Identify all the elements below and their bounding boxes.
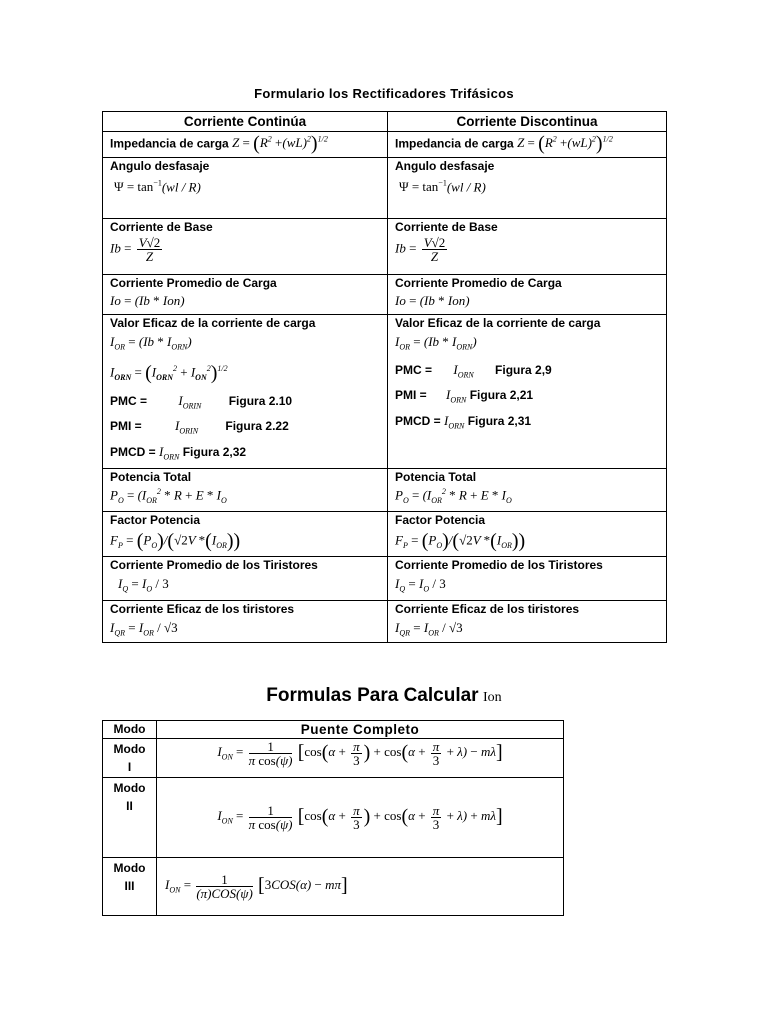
header-puente: Puente Completo [157,721,564,739]
factor-cell-discontinua [388,512,667,557]
base-cell-continua [103,219,388,275]
ion-formula-modo-2: $I_{ON}$ = $\frac{1}{\text{π cos(ψ)}}$ [cos(α + $\frac{\pi}{3}$ ) + cos(α + $\frac{\pi}{3}$ + λ) + mλ] [157,778,564,858]
iorn-formula: $I_{ORN} = (I_{ORN}^2 + I_{ON}^2)^{1/2}$ [110,361,228,384]
pmi-line-continua: PMI = $I_{ORIN}$ Figura 2.22 [110,418,289,436]
figura-pmc-discontinua: Figura 2,9 [495,362,552,377]
angulo-label: Angulo desfasaje [110,159,210,173]
tir-eficaz-label: Corriente Eficaz de los tiristores [110,602,295,616]
pmcd-label: PMCD = [395,413,441,428]
modo-num: I [127,760,132,774]
factor-label: Factor Potencia [395,513,486,527]
modo-word: Modo [113,742,146,756]
figura-pmi-discontinua: Figura 2,21 [469,388,534,403]
pmc-label: PMC = [395,362,433,377]
modo-num: III [124,879,135,893]
eficaz-cell-discontinua [388,315,667,469]
impedancia-formula: $Z = (R^2 +(wL)^2)^{1/2}$ [232,133,328,155]
tir-prom-label: Corriente Promedio de los Tiristores [395,558,603,572]
potencia-label: Potencia Total [395,470,477,484]
promedio-label: Corriente Promedio de Carga [395,276,562,290]
base-formula: Ib = $\frac{V√2}{Z}$ [395,235,446,264]
eficaz-cell-continua [103,315,388,469]
figura-pmcd-discontinua: Figura 2,31 [467,413,532,428]
promedio-label: Corriente Promedio de Carga [110,276,277,290]
potencia-cell-discontinua [388,469,667,512]
eficaz-label: Valor Eficaz de la corriente de carga [110,316,316,330]
tir-eficaz-formula: $I_{QR} = I_{OR} / √3$ [110,620,178,638]
promedio-cell-continua [103,275,388,315]
figura-pmcd-continua: Figura 2,32 [182,444,247,459]
rectificadores-table [102,111,667,643]
angulo-cell-discontinua [388,158,667,219]
pmc-line-continua: PMC = $I_{ORIN}$ Figura 2.10 [110,392,293,411]
impedancia-cell-continua [103,132,388,158]
figura-pmc-continua: Figura 2.10 [228,393,293,408]
modo-word: Modo [113,781,146,795]
pmcd-line-discontinua: PMCD = $I_{ORN}$ Figura 2,31 [395,412,532,431]
ion-table [102,720,564,916]
angulo-label: Angulo desfasaje [395,159,495,173]
base-label: Corriente de Base [395,220,498,234]
impedancia-label: Impedancia de carga [110,136,229,151]
header-continua: Corriente Continúa [103,112,388,132]
promedio-formula: Io = (Ib * Ion) [110,293,185,308]
ion-formula-modo-3: $I_{ON}$ = $\frac{1}{\text{(π)COS(ψ)}}$ [3COS(α) − mπ] [157,858,564,916]
base-label: Corriente de Base [110,220,213,234]
impedancia-cell-discontinua [388,132,667,158]
promedio-formula: Io = (Ib * Ion) [395,293,470,308]
ion-section-title [0,685,768,707]
impedancia-formula: $Z = (R^2 +(wL)^2)^{1/2}$ [517,133,613,155]
pmi-line-discontinua: PMI = $I_{ORN}$ Figura 2,21 [395,387,534,405]
tir-prom-formula: $I_Q = I_O / 3$ [118,576,169,594]
angulo-formula: $\Psi = \tan^{-1}(wl / R)$ [399,179,486,195]
base-formula: Ib = $\frac{V√2}{Z}$ [110,235,161,264]
modo-cell-3 [103,858,157,916]
pmc-line-discontinua: PMC = $I_{ORN}$ Figura 2,9 [395,361,552,380]
tir-prom-cell-continua [103,557,388,601]
tir-eficaz-label: Corriente Eficaz de los tiristores [395,602,580,616]
factor-formula: $F_P = (P_O)/(√2V$ $*(I_{OR})$) [110,530,241,552]
potencia-formula: $P_O = (I_{OR}^2 * R + E * I_O$ [110,487,227,505]
tir-prom-label: Corriente Promedio de los Tiristores [110,558,318,572]
impedancia-label: Impedancia de carga [395,136,514,151]
modo-cell-1 [103,739,157,778]
tir-eficaz-formula: $I_{QR} = I_{OR} / √3$ [395,620,463,638]
figura-pmi-continua: Figura 2.22 [225,419,289,434]
angulo-cell-continua [103,158,388,219]
ion-title: Formulas Para Calcular [266,685,479,706]
pmi-label: PMI = [110,419,142,434]
modo-num: II [126,799,133,813]
factor-cell-continua [103,512,388,557]
header-discontinua: Corriente Discontinua [388,112,667,132]
ion-formula-modo-1: $I_{ON}$ = $\frac{1}{\text{π cos(ψ)}}$ [cos(α + $\frac{\pi}{3}$ ) + cos(α + $\frac{\pi}{3}$ + λ) − mλ] [157,739,564,778]
promedio-cell-discontinua [388,275,667,315]
eficaz-label: Valor Eficaz de la corriente de carga [395,316,601,330]
base-cell-discontinua [388,219,667,275]
tir-eficaz-cell-discontinua [388,601,667,643]
ion-title-suffix: Ion [483,690,502,705]
factor-label: Factor Potencia [110,513,201,527]
potencia-formula: $P_O = (I_{OR}^2 * R + E * I_O$ [395,487,512,505]
modo-cell-2 [103,778,157,858]
tir-eficaz-cell-continua [103,601,388,643]
pmi-label: PMI = [395,388,427,403]
tir-prom-formula: $I_Q = I_O / 3$ [395,576,446,594]
modo-word: Modo [113,861,146,875]
potencia-cell-continua [103,469,388,512]
ior-formula: $I_{OR} = (Ib * I_{ORN})$ [395,334,477,352]
factor-formula: $F_P = (P_O)/(√2V$ $*(I_{OR})$) [395,530,526,552]
pmcd-label: PMCD = [110,444,156,459]
header-modo: Modo [103,721,157,739]
formulario-title: Formulario los Rectificadores Trifásicos [254,86,514,101]
potencia-label: Potencia Total [110,470,192,484]
ior-formula: $I_{OR} = (Ib * I_{ORN})$ [110,334,192,352]
angulo-formula: $\Psi = \tan^{-1}(wl / R)$ [114,179,201,195]
tir-prom-cell-discontinua [388,557,667,601]
pmc-label: PMC = [110,393,148,408]
pmcd-line-continua: PMCD = $I_{ORN}$ Figura 2,32 [110,443,247,462]
